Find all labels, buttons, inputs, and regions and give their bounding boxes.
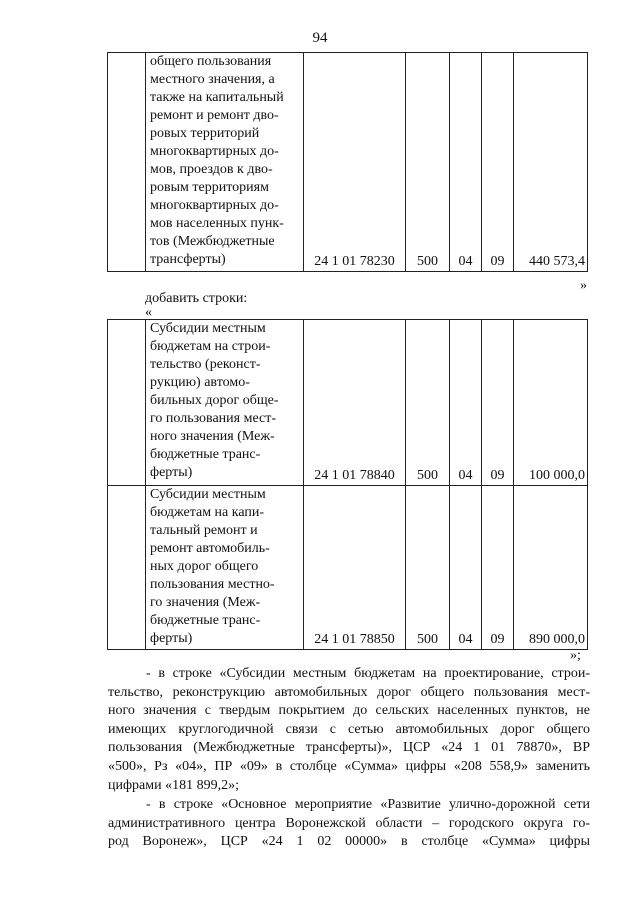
- rz-cell: 04: [450, 53, 482, 272]
- paragraph-amendment-1: [108, 665, 590, 795]
- row-name-line: го значения (Меж-: [150, 595, 261, 610]
- row-name-line: тельство (реконст-: [150, 357, 261, 372]
- row-name-line: тальный ремонт и: [150, 523, 258, 538]
- budget-table-2: [107, 319, 588, 650]
- sum-cell: 100 000,0: [514, 320, 588, 486]
- csr-cell: 24 1 01 78840: [304, 320, 406, 486]
- row-name-line: мов населенных пунк-: [150, 216, 284, 231]
- csr-cell: 24 1 01 78850: [304, 486, 406, 650]
- pr-cell: 09: [482, 53, 514, 272]
- row-name-line: бюджетам на строи-: [150, 339, 271, 354]
- empty-cell: [108, 53, 146, 272]
- empty-cell: [108, 486, 146, 650]
- row-name-line: ных дорог общего: [150, 559, 259, 574]
- budget-table-1: [107, 52, 588, 272]
- row-name-line: тов (Межбюджетные: [150, 234, 275, 249]
- paragraph-line: - в строке «Основное мероприятие «Развитие улично-дорожной сети: [146, 797, 590, 812]
- closing-quote: »: [580, 278, 587, 293]
- row-name-line: многоквартирных до-: [150, 198, 279, 213]
- closing-quote: »;: [570, 648, 581, 663]
- row-name-line: бюджетные транс-: [150, 447, 261, 462]
- add-rows-instruction: добавить строки:: [145, 291, 248, 306]
- row-name-line: бильных дорог обще-: [150, 393, 279, 408]
- empty-cell: [108, 320, 146, 486]
- sum-cell: 440 573,4: [514, 53, 588, 272]
- row-name-line: пользования местно-: [150, 577, 275, 592]
- row-name-line: ферты): [150, 631, 193, 646]
- row-name-line: рукцию) автомо-: [150, 375, 250, 390]
- table-row: [108, 53, 588, 272]
- row-name-line: ровых территорий: [150, 126, 260, 141]
- row-name-line: Субсидии местным: [150, 487, 266, 502]
- table-row: [108, 486, 588, 650]
- row-name-line: трансферты): [150, 252, 226, 267]
- row-name-line: общего пользования: [150, 54, 272, 69]
- pr-cell: 09: [482, 320, 514, 486]
- row-name-line: ремонт и ремонт дво-: [150, 108, 279, 123]
- row-name-line: местного значения, а: [150, 72, 275, 87]
- paragraph-line: административного центра Воронежской области – городского округа го-: [108, 815, 590, 831]
- row-name-line: го пользования мест-: [150, 411, 276, 426]
- row-name-line: Субсидии местным: [150, 321, 266, 336]
- row-name-line: ремонт автомобиль-: [150, 541, 270, 556]
- paragraph-line: ного значения с твердым покрытием до сельских населенных пунктов, не: [108, 703, 590, 719]
- rz-cell: 04: [450, 320, 482, 486]
- opening-quote: «: [145, 305, 152, 320]
- row-name-line: многоквартирных до-: [150, 144, 279, 159]
- row-name-line: ферты): [150, 465, 193, 480]
- vr-cell: 500: [406, 320, 450, 486]
- paragraph-line: род Воронеж», ЦСР «24 1 02 00000» в столбце «Сумма» цифры: [108, 834, 590, 850]
- csr-cell: 24 1 01 78230: [304, 53, 406, 272]
- paragraph-line: цифрами «181 899,2»;: [108, 777, 240, 793]
- row-name-line: ного значения (Меж-: [150, 429, 275, 444]
- row-name-line: мов, проездов к дво-: [150, 162, 273, 177]
- pr-cell: 09: [482, 486, 514, 650]
- paragraph-line: - в строке «Субсидии местным бюджетам на проектирование, строи-: [146, 666, 590, 681]
- rz-cell: 04: [450, 486, 482, 650]
- paragraph-line: имеющих круглогодичной связи с сетью автомобильных дорог общего: [108, 721, 590, 737]
- row-name-line: также на капитальный: [150, 90, 284, 105]
- paragraph-line: «500», Рз «04», ПР «09» в столбце «Сумма» цифры «208 558,9» заменить: [108, 758, 590, 774]
- table-row: [108, 320, 588, 486]
- row-name-cell: [146, 320, 304, 486]
- paragraph-amendment-2: [108, 796, 590, 852]
- sum-cell: 890 000,0: [514, 486, 588, 650]
- row-name-line: бюджетам на капи-: [150, 505, 265, 520]
- page-number: 94: [312, 30, 328, 46]
- paragraph-line: тельство, реконструкцию автомобильных дорог общего пользования мест-: [108, 684, 590, 700]
- row-name-line: ровым территориям: [150, 180, 269, 195]
- vr-cell: 500: [406, 486, 450, 650]
- row-name-line: бюджетные транс-: [150, 613, 261, 628]
- paragraph-line: пользования (Межбюджетные трансферты)», ЦСР «24 1 01 78870», ВР: [108, 740, 590, 756]
- vr-cell: 500: [406, 53, 450, 272]
- row-name-cell: [146, 53, 304, 272]
- row-name-cell: [146, 486, 304, 650]
